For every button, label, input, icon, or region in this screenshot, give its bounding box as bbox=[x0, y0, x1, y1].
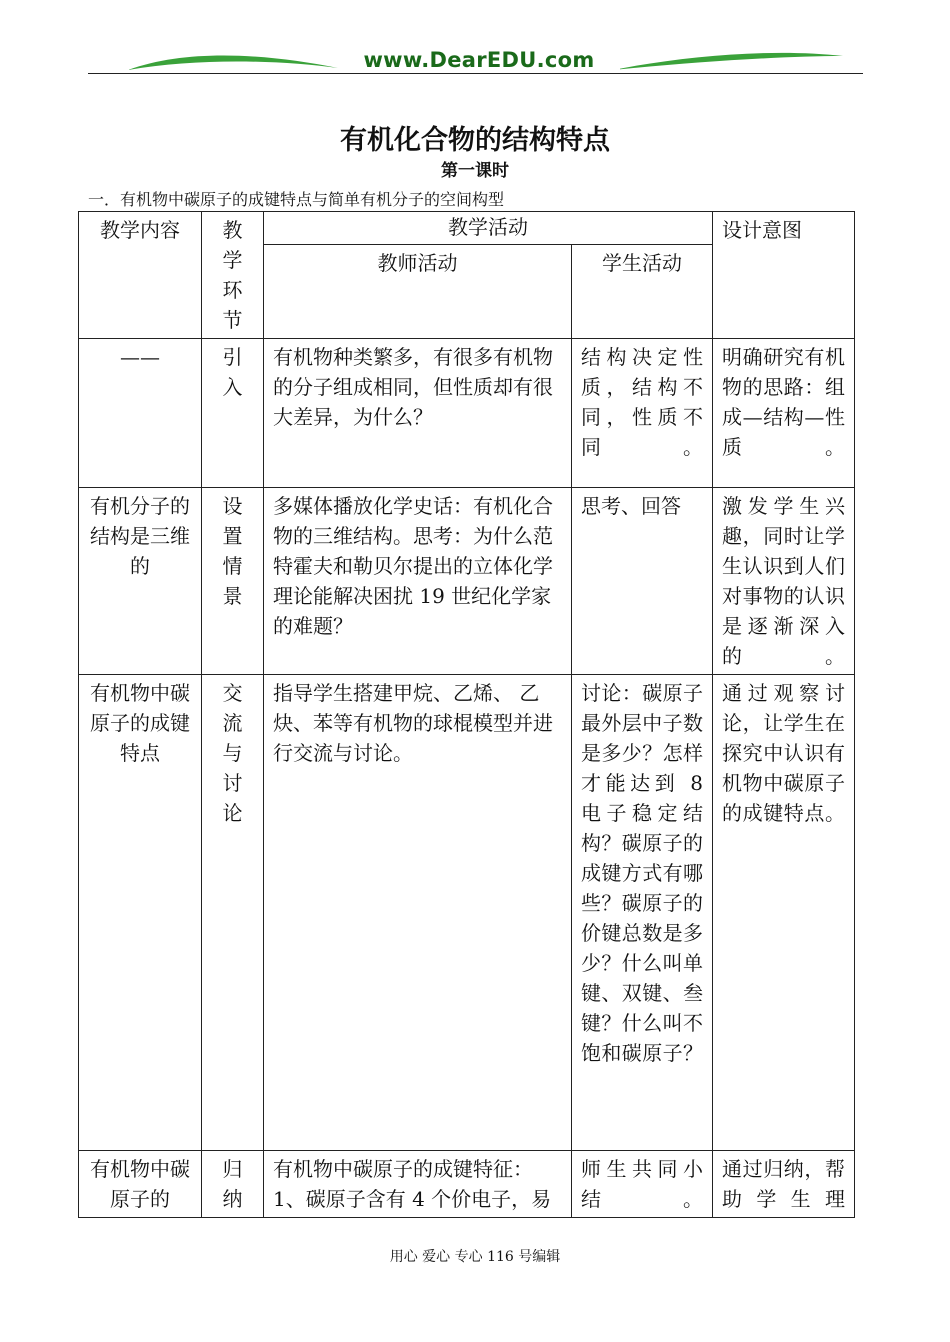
row-student: 结构决定性质，结构不同，性质不同。 bbox=[572, 339, 713, 488]
right-swoosh-icon bbox=[613, 50, 843, 74]
row-teacher: 多媒体播放化学史话：有机化合物的三维结构。思考：为什么范特霍夫和勒贝尔提出的立体化学理论能解决困扰 19 世纪化学家的难题？ bbox=[264, 488, 572, 675]
page-subtitle: 第一课时 bbox=[441, 161, 509, 181]
row-teacher: 有机物种类繁多，有很多有机物的分子组成相同，但性质却有很大差异，为什么？ bbox=[264, 339, 572, 488]
row-teacher: 指导学生搭建甲烷、乙烯、 乙炔、苯等有机物的球棍模型并进行交流与讨论。 bbox=[264, 675, 572, 1151]
row-student: 思考、回答 bbox=[572, 488, 713, 675]
page-header bbox=[88, 40, 863, 82]
row-content: 有机分子的结构是三维的 bbox=[79, 488, 202, 675]
row-student: 讨论：碳原子最外层中子数是多少？怎样才能达到 8 电子稳定结构？碳原子的成键方式有哪些？碳原子的价键总数是多少？什么叫单键、双键、叁键？什么叫不饱和碳原子？ bbox=[572, 675, 713, 1151]
row-intent: 通过观察讨论，让学生在探究中认识有机物中碳原子的成键特点。 bbox=[713, 675, 855, 1151]
row-stage: 引入 bbox=[202, 339, 264, 488]
lesson-plan-table bbox=[78, 211, 855, 1218]
page-title: 有机化合物的结构特点 bbox=[340, 125, 610, 156]
page-footer: 用心 爱心 专心 116 号编辑 bbox=[389, 1249, 561, 1265]
header-student: 学生活动 bbox=[572, 245, 713, 339]
row-intent: 激发学生兴趣，同时让学生认识到人们对事物的认识是逐渐深入的。 bbox=[713, 488, 855, 675]
left-swoosh-icon bbox=[128, 50, 338, 74]
row-stage: 交流与讨论 bbox=[202, 675, 264, 1151]
section-heading: 一．有机物中碳原子的成键特点与简单有机分子的空间构型 bbox=[88, 190, 505, 209]
row-intent: 明确研究有机物的思路：组成—结构—性质。 bbox=[713, 339, 855, 488]
table-row bbox=[79, 339, 855, 488]
row-teacher: 有机物中碳原子的成键特征：1、碳原子含有 4 个价电子，易 bbox=[264, 1151, 572, 1218]
header-teacher: 教师活动 bbox=[264, 245, 572, 339]
table-row bbox=[79, 488, 855, 675]
site-logo[interactable]: www.DearEDU.com bbox=[338, 48, 620, 72]
row-content: 有机物中碳原子的成键特点 bbox=[79, 675, 202, 1151]
header-content: 教学内容 bbox=[79, 212, 202, 339]
header-activities: 教学活动 bbox=[264, 212, 713, 245]
row-stage: 设置情景 bbox=[202, 488, 264, 675]
header-intent: 设计意图 bbox=[713, 212, 855, 339]
row-content: —— bbox=[79, 339, 202, 488]
table-header-row bbox=[79, 212, 855, 245]
row-stage: 归纳 bbox=[202, 1151, 264, 1218]
table-row bbox=[79, 675, 855, 1151]
row-intent: 通过归纳，帮助学生理 bbox=[713, 1151, 855, 1218]
header-stage: 教学环节 bbox=[202, 212, 264, 339]
row-student: 师生共同小结。 bbox=[572, 1151, 713, 1218]
row-content: 有机物中碳原子的 bbox=[79, 1151, 202, 1218]
table-row bbox=[79, 1151, 855, 1218]
